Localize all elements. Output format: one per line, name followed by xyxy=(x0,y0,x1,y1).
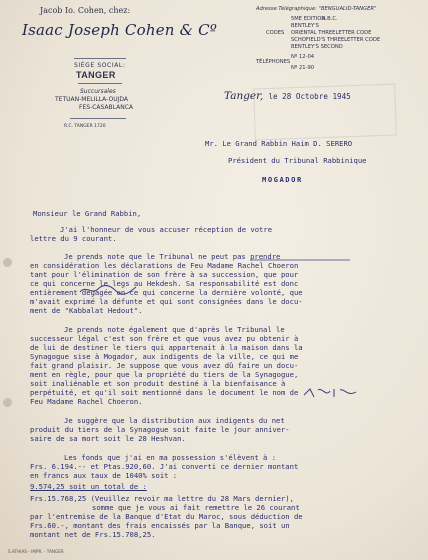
paragraph-2-line: m'avait exprimé la défunte et qui sont consignées dans le docu- xyxy=(30,297,303,306)
paragraph-5-line: Frs. 6.194.-- et Ptas.920,60. J'ai converti ce dernier montant xyxy=(30,462,299,471)
paragraph-3-line: successeur légal c'est son frère et que vous avez pu obtenir à xyxy=(30,334,299,343)
date-text: le 28 Octobre 1945 xyxy=(268,92,351,101)
paragraph-4-line: saire de sa mort soit le 28 Heshvan. xyxy=(30,434,186,443)
handwritten-hebrew-annotation xyxy=(300,385,360,401)
paragraph-1-line: J'ai l'honneur de vous accuser réception de votre xyxy=(60,225,273,234)
paragraph-2-line: ment de "Kabbalat Hedout". xyxy=(30,306,143,315)
paragraph-2-line: tant pour l'élimination de son frère à sa succession, que pour xyxy=(30,270,299,279)
siege-city: TANGER xyxy=(76,70,116,80)
paragraph-5-line: 9.574,25 soit un total de : xyxy=(30,482,147,491)
date-line xyxy=(224,84,351,103)
paragraph-3-line: soit inaliénable et son produit destiné à la bienfaisance à xyxy=(30,379,286,388)
tel-number-2: Nº 21-90 xyxy=(291,65,315,71)
paragraph-3-line: perpétuité, et qu'il soit mentionné dans le document le nom de xyxy=(30,388,299,397)
paragraph-2-line: Je prends note que le Tribunal ne peut pas prendre xyxy=(64,252,281,261)
letterhead-divider xyxy=(74,58,126,59)
recipient-line-1: Mr. Le Grand Rabbin Haim D. SERERO xyxy=(205,139,353,148)
paragraph-5-line: en francs aux taux de 1040% soit : xyxy=(30,471,178,480)
paragraph-5-line: Frs.15.768,25 (Veuillez revoir ma lettre du 28 Mars dernier), xyxy=(30,494,294,503)
telephones-label: TÉLÉPHONES xyxy=(256,59,291,65)
letterhead-divider xyxy=(78,83,122,84)
paragraph-4-line: produit du tiers de la Synagogue soit faite le jour anniver- xyxy=(30,425,290,434)
paragraph-3-line: Feu Madame Rachel Choeron. xyxy=(30,397,143,406)
paragraph-2-line: ce qui concerne le legs au Hekdesh. Sa responsabilité est donc xyxy=(30,279,299,288)
paragraph-3-line: fait grand plaisir. Je suppose que vous avez dû faire un docu- xyxy=(30,361,299,370)
rc-number: R.C. TANGER 1720 xyxy=(64,124,106,129)
paragraph-3-line: ment en règle, pour que la propriété du tiers de la Synagogue, xyxy=(30,370,299,379)
letterhead-divider xyxy=(70,118,126,119)
company-name: Isaac Joseph Cohen & Cº xyxy=(22,21,218,39)
paragraph-5-line: montant net de Frs.15.708,25. xyxy=(30,530,156,539)
printer-imprint: S.ATHIAS - IMPR. - TANGER xyxy=(8,549,64,554)
paragraph-2-line: entièrement dégagée en ce qui concerne la dernière volonté, que xyxy=(30,288,303,297)
paragraph-3-line: de lui de destiner le tiers qui appartenait à la maison dans la xyxy=(30,343,303,352)
succursales-cities-2: FES-CASABLANCA xyxy=(79,104,134,111)
telegraph-address: Adresse Télégraphique: "BENGUALID-TANGER" xyxy=(256,6,377,12)
sender-line: Jacob Io. Cohen, chez: xyxy=(40,6,131,15)
recipient-line-3: MOGADOR xyxy=(262,175,303,184)
paragraph-5-line: Les fonds que j'ai en ma possession s'élèvent à : xyxy=(64,453,277,462)
code-bentley: BENTLEY'S xyxy=(291,23,319,29)
paragraph-3-line: Je prends note également que d'après le Tribunal le xyxy=(64,325,285,334)
date-city: Tanger, xyxy=(224,90,264,102)
salutation: Monsieur le Grand Rabbin, xyxy=(33,209,142,218)
siege-label: SIÈGE SOCIAL: xyxy=(74,62,126,69)
punch-hole xyxy=(3,258,12,267)
paragraph-2-line: en considération les déclarations de Feu Madame Rachel Choeron xyxy=(30,261,299,270)
paragraph-5-line: Frs.60.-, montant des frais encaissés par la Banque, soit un xyxy=(30,521,290,530)
contact-block xyxy=(256,6,426,76)
code-oriental: ORIENTAL THREELETTER CODE xyxy=(291,30,372,36)
code-bentley-second: BENTLEY'S SECOND xyxy=(291,44,343,50)
paragraph-1-line: lettre du 9 courant. xyxy=(30,234,117,243)
paragraph-3-line: Synagogue sise à Mogador, aux indigents de la ville, ce qui me xyxy=(30,352,299,361)
succursales-cities: TETUAN-MELILLA-OUJDA xyxy=(55,96,128,103)
handwritten-correction xyxy=(78,283,138,297)
codes-label: CODES xyxy=(266,30,285,36)
recipient-line-2: Président du Tribunal Rabbinique xyxy=(228,156,367,165)
code-schofield: SCHOFIELD'S THREELETTER CODE xyxy=(291,37,381,43)
succursales-label: Succursales xyxy=(80,88,116,95)
punch-hole xyxy=(3,398,12,407)
underline-stroke xyxy=(250,258,350,262)
tel-number-1: Nº 12-04 xyxy=(291,54,315,60)
code-abc: A.B.C. xyxy=(322,16,338,22)
paragraph-4-line: Je suggère que la distribution aux indigents du net xyxy=(64,416,285,425)
paragraph-5-line: somme que je vous ai fait remettre le 26 courant xyxy=(92,503,300,512)
code-edition: 5ME EDITION xyxy=(291,16,326,22)
paragraph-5-line: par l'entremise de la Banque d'Etat du Maroc, sous déduction de xyxy=(30,512,303,521)
